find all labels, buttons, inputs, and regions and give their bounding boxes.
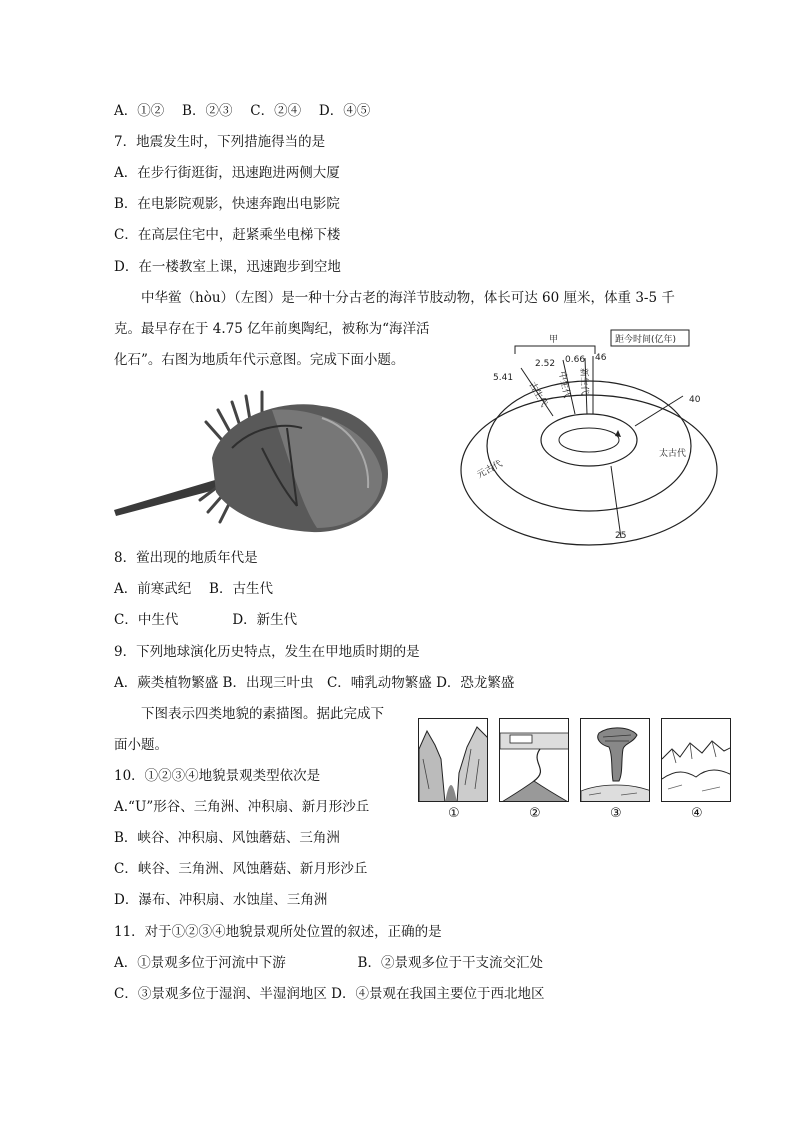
q7-stem: 7．地震发生时，下列措施得当的是 xyxy=(114,134,326,150)
passage-line-2: 克。最早存在于 4.75 亿年前奥陶纪，被称为“海洋活 xyxy=(114,321,430,337)
era-mesozoic: 中生代 xyxy=(556,370,572,400)
geologic-era-diagram xyxy=(445,328,735,550)
rotation-arrow xyxy=(559,428,619,452)
q9-stem: 9．下列地球演化历史特点，发生在甲地质时期的是 xyxy=(114,644,420,660)
q11-options-ab: A．①景观多位于河流中下游 B．②景观多位于干支流交汇处 xyxy=(114,955,543,971)
q6-options: A．①② B．②③ C．②④ D．④⑤ xyxy=(114,103,371,119)
landform-caption-4: ④ xyxy=(691,806,703,821)
q7-option-c: C．在高层住宅中，赶紧乘坐电梯下楼 xyxy=(114,227,341,243)
age-2-52: 2.52 xyxy=(535,359,556,369)
landform-caption-1: ① xyxy=(448,806,460,821)
age-5-41: 5.41 xyxy=(493,373,514,383)
q8-options-cd: C．中生代 D．新生代 xyxy=(114,612,298,628)
q11-options-cd: C．③景观多位于湿润、半湿润地区 D．④景观在我国主要位于西北地区 xyxy=(114,986,545,1002)
q11-stem: 11．对于①②③④地貌景观所处位置的叙述，正确的是 xyxy=(114,924,442,940)
passage-line-1: 中华鲎（hòu）（左图）是一种十分古老的海洋节肢动物，体长可达 60 厘米，体重 3-5 千 xyxy=(141,290,675,306)
age-46: 46 xyxy=(595,353,607,363)
q10-option-c: C．峡谷、三角洲、风蚀蘑菇、新月形沙丘 xyxy=(114,861,368,877)
q9-options: A．蕨类植物繁盛 B．出现三叶虫 C．哺乳动物繁盛 D．恐龙繁盛 xyxy=(114,675,515,691)
q7-option-b: B．在电影院观影，快速奔跑出电影院 xyxy=(114,196,340,212)
era-paleozoic: 古生代 xyxy=(526,380,549,409)
age-25: 25 xyxy=(615,531,627,541)
horseshoe-crab-image xyxy=(112,388,402,538)
time-axis-label: 距今时间(亿年) xyxy=(615,335,677,345)
middle-ring xyxy=(487,381,691,511)
passage-line-3: 化石”。右图为地质年代示意图。完成下面小题。 xyxy=(114,352,405,368)
landform-panel-3 xyxy=(580,718,650,802)
landform-intro-2: 面小题。 xyxy=(114,737,168,753)
jia-label: 甲 xyxy=(549,335,559,345)
landform-panel-1 xyxy=(418,718,488,802)
q10-option-b: B．峡谷、冲积扇、风蚀蘑菇、三角洲 xyxy=(114,830,340,846)
era-archean: 太古代 xyxy=(659,449,687,459)
q7-option-d: D．在一楼教室上课，迅速跑步到空地 xyxy=(114,259,341,275)
era-proterozoic: 元古代 xyxy=(475,459,505,481)
landform-panel-4 xyxy=(661,718,731,802)
inner-ring xyxy=(541,414,637,466)
age-40: 40 xyxy=(689,395,701,405)
q7-option-a: A．在步行街逛街，迅速跑进两侧大厦 xyxy=(114,165,340,181)
q10-option-a: A.“U”形谷、三角洲、冲积扇、新月形沙丘 xyxy=(114,799,370,815)
q8-options-ab: A．前寒武纪 B．古生代 xyxy=(114,581,273,597)
landform-caption-2: ② xyxy=(529,806,541,821)
q10-option-d: D．瀑布、冲积扇、水蚀崖、三角洲 xyxy=(114,892,328,908)
age-0-66: 0.66 xyxy=(565,355,586,365)
landform-intro-1: 下图表示四类地貌的素描图。据此完成下 xyxy=(141,706,384,722)
q8-stem: 8．鲎出现的地质年代是 xyxy=(114,550,258,566)
landform-panel-2 xyxy=(499,718,569,802)
q10-stem: 10．①②③④地貌景观类型依次是 xyxy=(114,768,321,784)
era-cenozoic: 新生代 xyxy=(578,367,589,396)
landform-caption-3: ③ xyxy=(610,806,622,821)
